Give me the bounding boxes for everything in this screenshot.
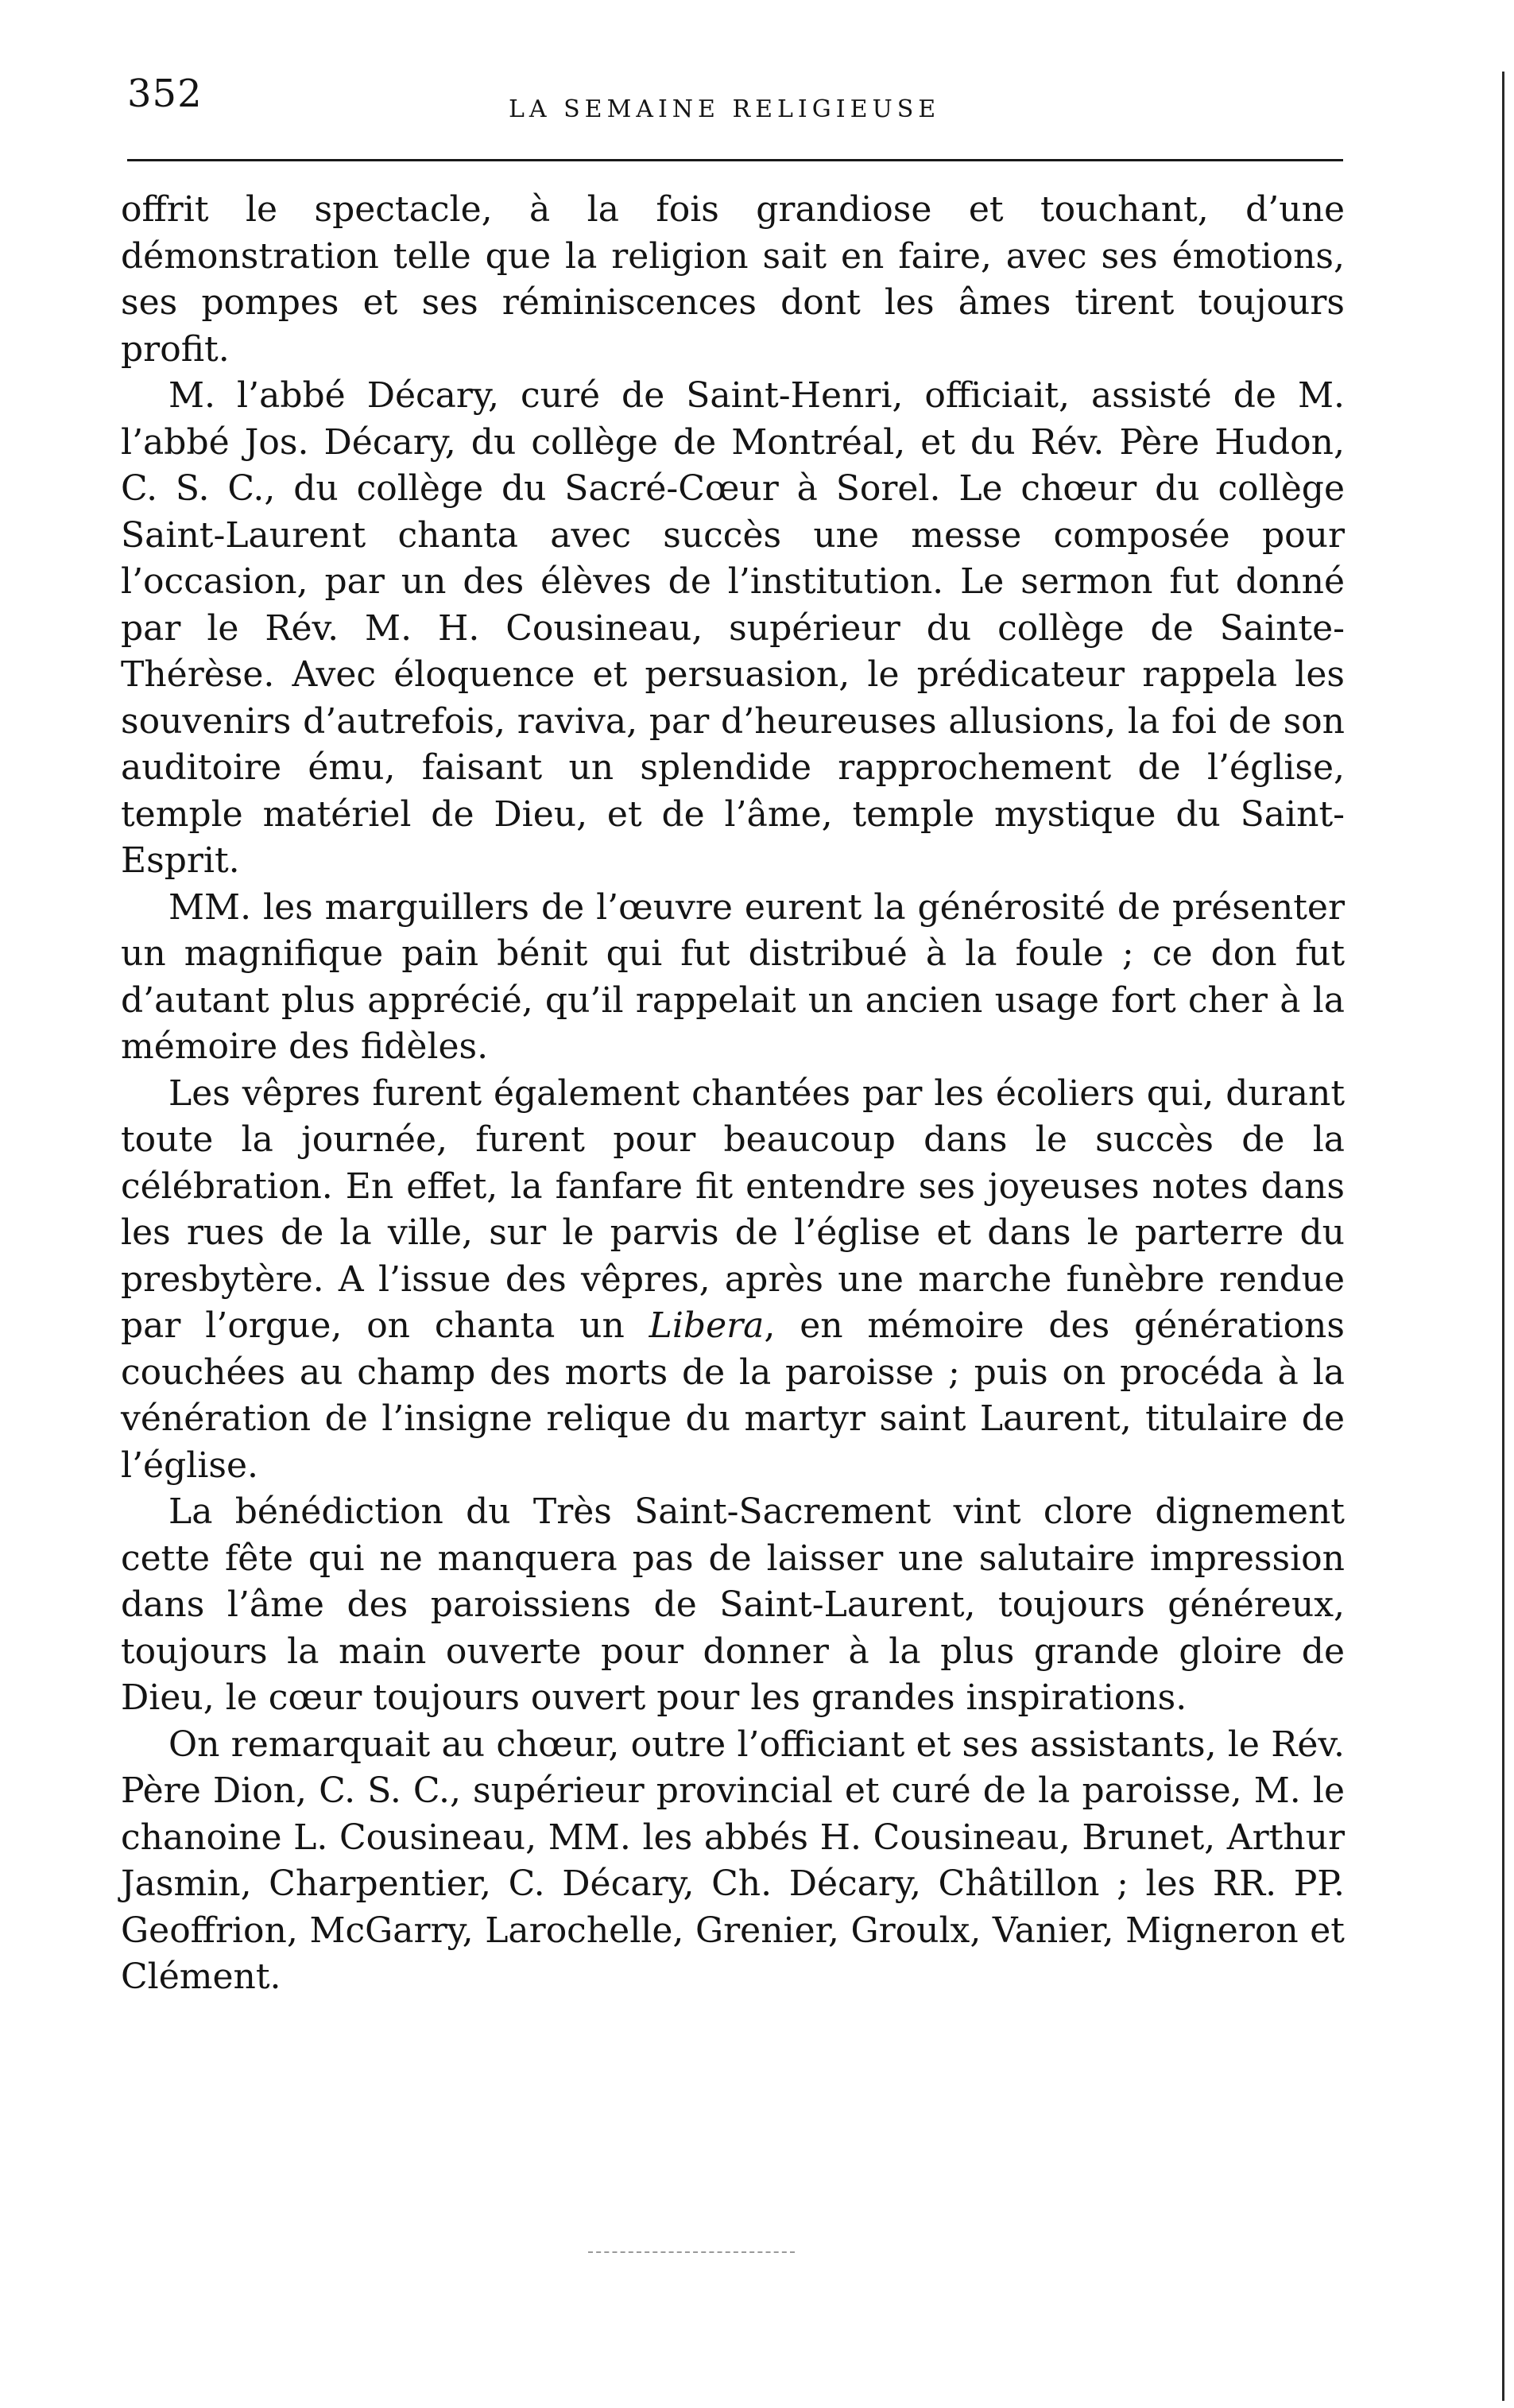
- paragraph-5: La bénédiction du Très Saint-Sacrement vint clore dignement cette fête qui ne manquera pas de laisser une salutaire impression dans l’âme des paroissiens de Saint-Laurent, toujours généreux, toujours la main ouverte pour donner à la plus grande gloire de Dieu, le cœur toujours ouvert pour les grandes inspirations.: [121, 1491, 1345, 1718]
- header-rule: [127, 159, 1343, 161]
- paragraph-4-text-after: , en mémoire des générations couchées au champ des morts de la paroisse ; puis on procéda à la vénération de l’insigne relique du martyr saint Laurent, titulaire de l’église.: [121, 1305, 1345, 1486]
- paragraph-3: MM. les marguillers de l’œuvre eurent la générosité de présenter un magnifique pain bénit qui fut distribué à la foule ; ce don fut d’autant plus apprécié, qu’il rappelait un ancien usage fort cher à la mémoire des fidèles.: [121, 886, 1345, 1067]
- paragraph-4: [121, 1071, 1345, 1490]
- page-number: 352: [127, 72, 203, 116]
- paragraph-2: M. l’abbé Décary, curé de Saint-Henri, officiait, assisté de M. l’abbé Jos. Décary, du collège de Montréal, et du Rév. Père Hudon, C. S. C., du collège du Sacré-Cœur à Sorel. Le chœur du collège Saint-Laurent chanta avec succès une messe composée pour l’occasion, par un des élèves de l’institution. Le sermon fut donné par le Rév. M. H. Cousineau, supérieur du collège de Sainte-Thérèse. Avec éloquence et persuasion, le prédicateur rappela les souvenirs d’autrefois, raviva, par d’heureuses allusions, la foi de son auditoire ému, faisant un splendide rapprochement de l’église, temple matériel de Dieu, et de l’âme, temple mystique du Saint-Esprit.: [121, 375, 1345, 881]
- paragraph-6: On remarquait au chœur, outre l’officiant et ses assistants, le Rév. Père Dion, C. S. C., supérieur provincial et curé de la paroisse, M. le chanoine L. Cousineau, MM. les abbés H. Cousineau, Brunet, Arthur Jasmin, Charpentier, C. Décary, Ch. Décary, Châtillon ; les RR. PP. Geoffrion, McGarry, Larochelle, Grenier, Groulx, Vanier, Migneron et Clément.: [121, 1724, 1345, 1997]
- running-head: LA SEMAINE RELIGIEUSE: [509, 95, 941, 123]
- paragraph-4-text-before: Les vêpres furent également chantées par les écoliers qui, durant toute la journée, furent pour beaucoup dans le succès de la célébration. En effet, la fanfare fit entendre ses joyeuses notes dans les rues de la ville, sur le parvis de l’église et dans le parterre du presbytère. A l’issue des vêpres, après une marche funèbre rendue par l’orgue, on chanta un: [121, 1072, 1345, 1346]
- page-edge-rule: [1502, 72, 1504, 2401]
- paragraph-4-italic-word: Libera: [649, 1305, 765, 1346]
- end-rule: [588, 2251, 795, 2253]
- paragraph-1: offrit le spectacle, à la fois grandiose et touchant, d’une démonstration telle que la religion sait en faire, avec ses émotions, ses pompes et ses réminiscences dont les âmes tirent toujours profit.: [121, 189, 1345, 370]
- body-text: [121, 187, 1345, 2001]
